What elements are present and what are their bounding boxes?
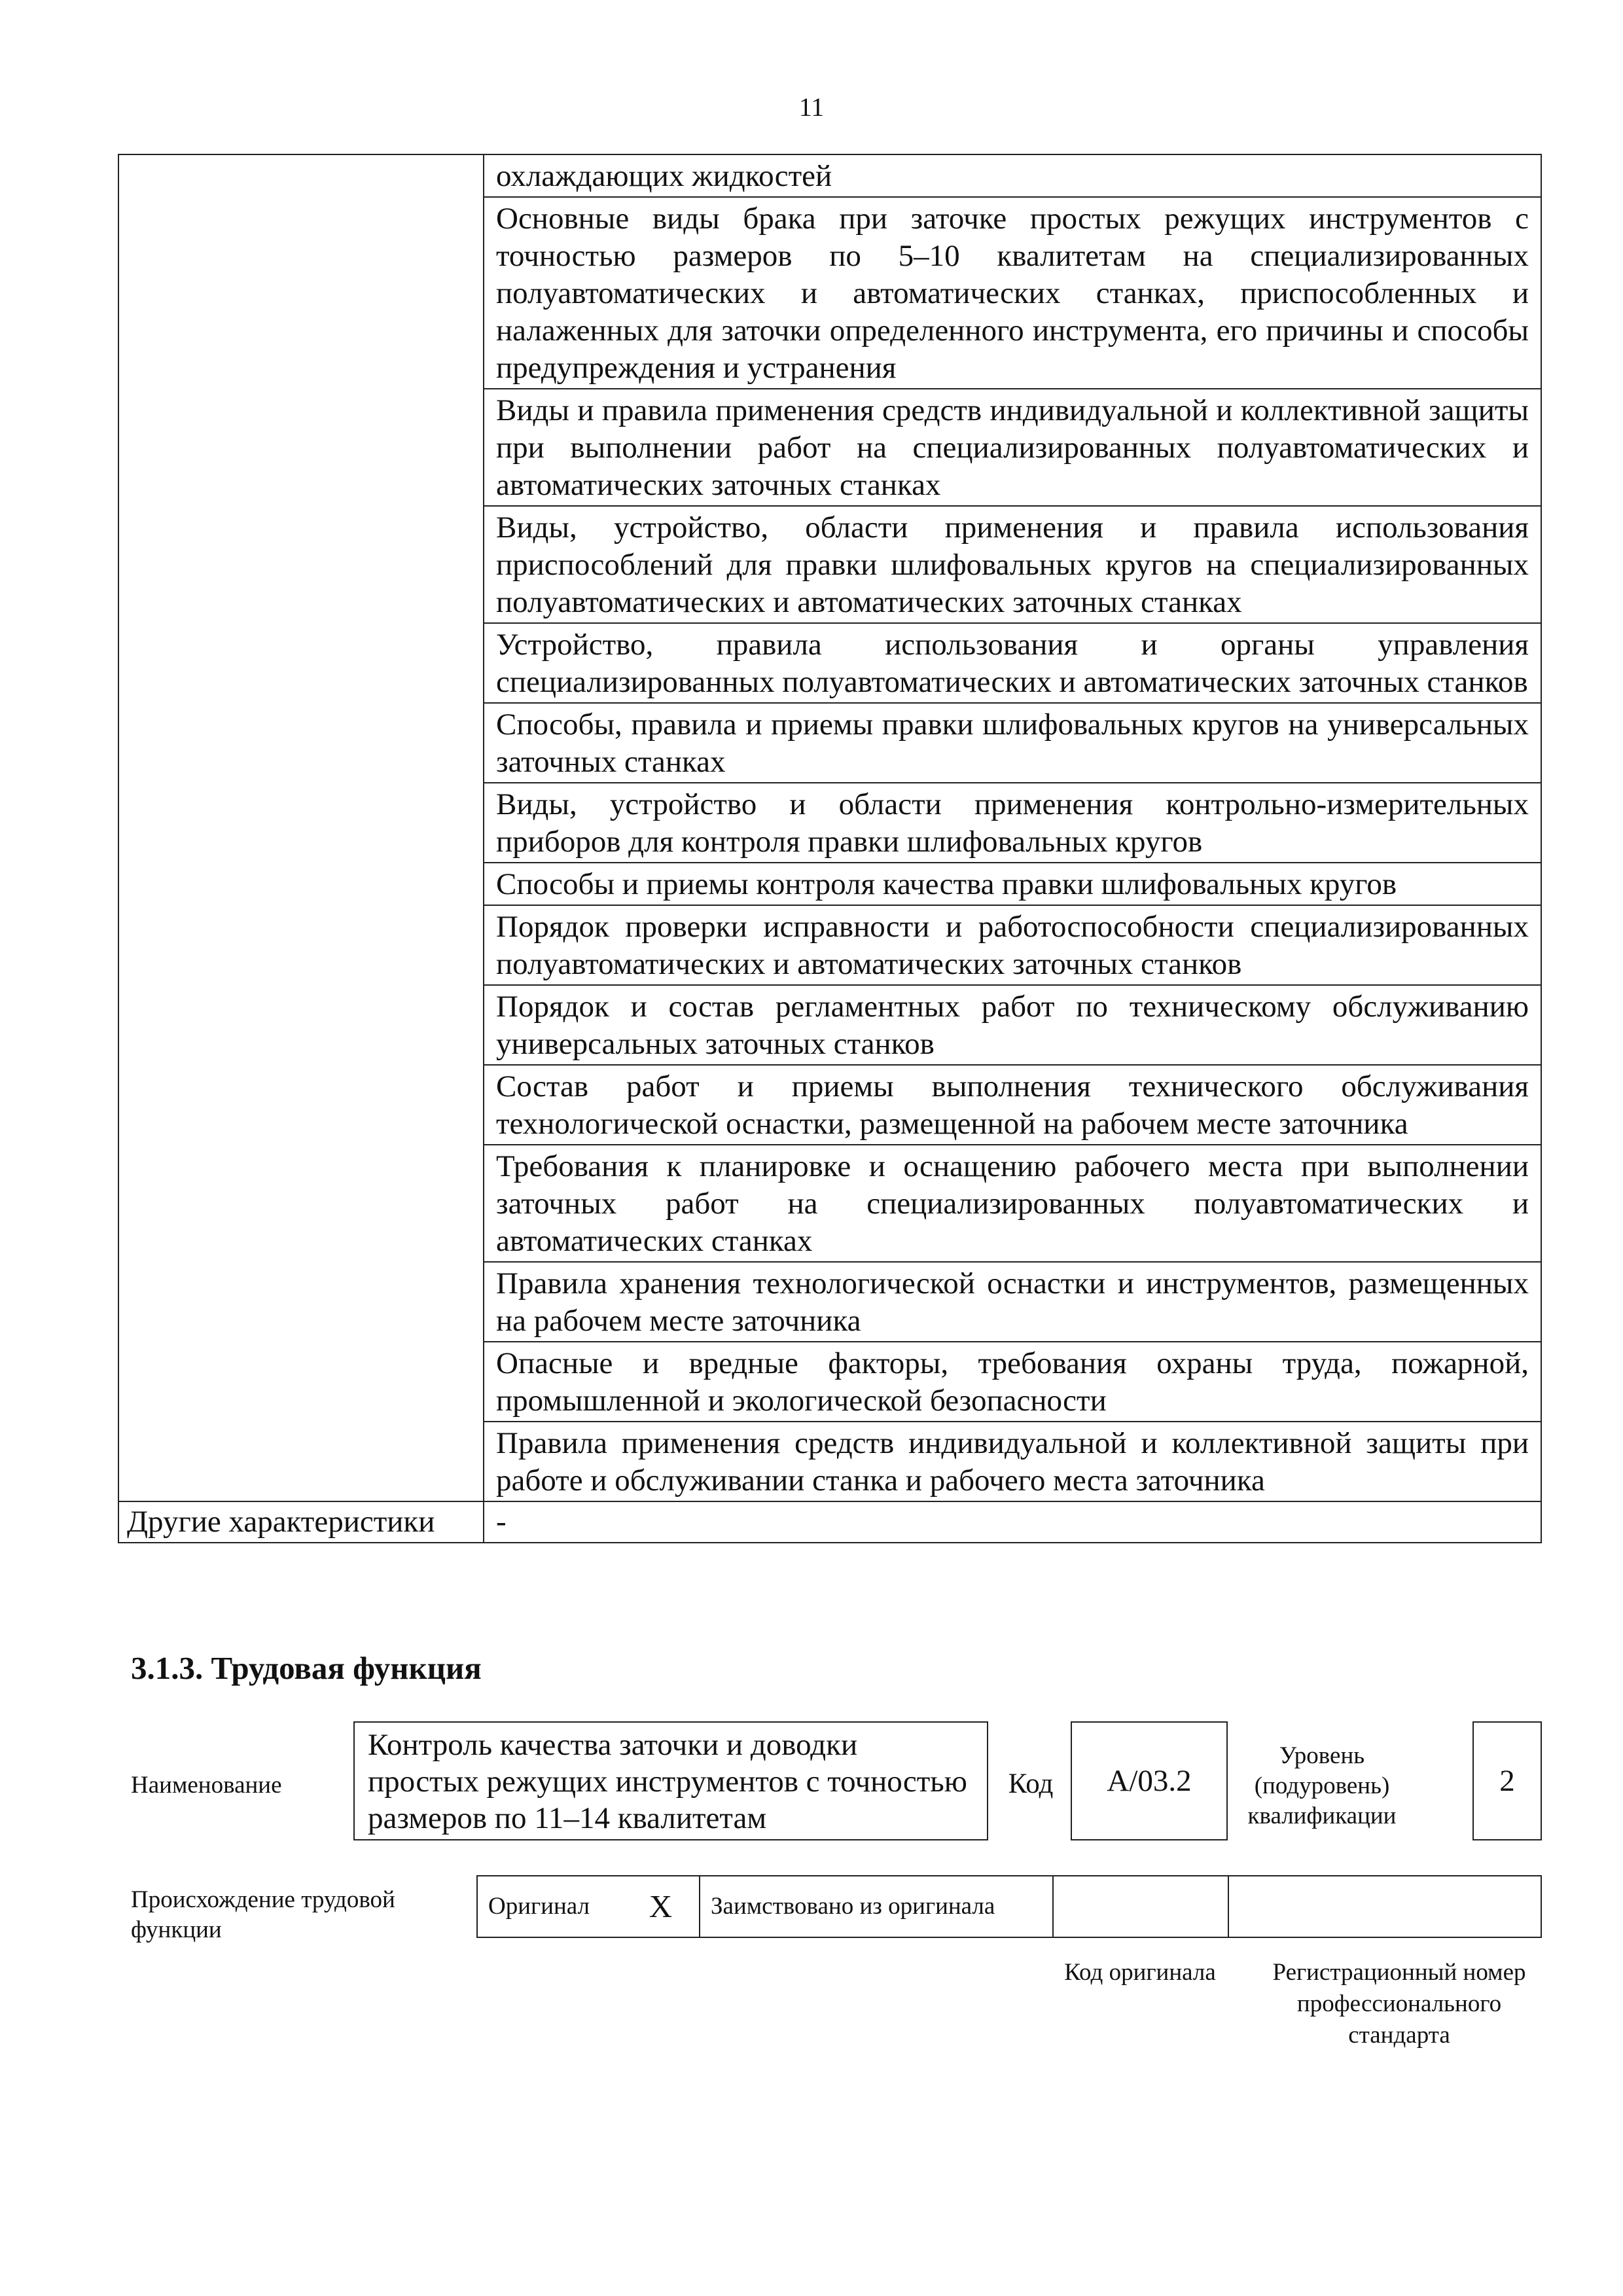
registration-caption: Регистрационный номер профессионального стандарта	[1272, 1959, 1526, 2049]
level-value-box	[1472, 1721, 1542, 1840]
function-code-value: А/03.2	[1107, 1764, 1192, 1798]
knowledge-item: Порядок и состав регламентных работ по техническому обслуживанию универсальных заточных станков	[484, 985, 1541, 1065]
original-label: Оригинал	[477, 1876, 622, 1937]
other-characteristics-value: -	[484, 1501, 1541, 1543]
knowledge-item: Требования к планировке и оснащению рабочего места при выполнении заточных работ на специализированных полуавтоматических и автоматических станках	[484, 1145, 1541, 1262]
code-caption: Код оригинала	[1064, 1959, 1216, 1986]
knowledge-item: Устройство, правила использования и органы управления специализированных полуавтоматических и автоматических заточных станков	[484, 623, 1541, 703]
knowledge-item: Способы, правила и приемы правки шлифовальных кругов на универсальных заточных станках	[484, 703, 1541, 783]
knowledge-table	[118, 154, 1542, 1543]
page-number: 11	[798, 92, 825, 122]
other-characteristics-row	[118, 1501, 1541, 1543]
knowledge-item: Способы и приемы контроля качества правки шлифовальных кругов	[484, 863, 1541, 905]
level-label: Уровень (подуровень) квалификации	[1247, 1742, 1397, 1829]
knowledge-item: Состав работ и приемы выполнения технического обслуживания технологической оснастки, размещенной на рабочем месте заточника	[484, 1065, 1541, 1145]
knowledge-item: Правила применения средств индивидуальной и коллективной защиты при работе и обслуживании станка и рабочего места заточника	[484, 1422, 1541, 1501]
knowledge-row	[118, 154, 1541, 197]
knowledge-item: Порядок проверки исправности и работоспособности специализированных полуавтоматических и автоматических заточных станков	[484, 905, 1541, 985]
function-code-box	[1071, 1721, 1228, 1840]
borrowed-label: Заимствовано из оригинала	[700, 1876, 1053, 1937]
knowledge-item: охлаждающих жидкостей	[484, 154, 1541, 197]
code-label: Код	[1008, 1768, 1054, 1799]
knowledge-item: Виды и правила применения средств индивидуальной и коллективной защиты при выполнении работ на специализированных полуавтоматических и автоматических заточных станках	[484, 389, 1541, 506]
name-label: Наименование	[131, 1772, 282, 1799]
original-code-cell	[1053, 1876, 1228, 1937]
level-value: 2	[1499, 1764, 1515, 1798]
origin-table	[476, 1875, 1542, 1938]
registration-number-cell	[1228, 1876, 1541, 1937]
origin-label: Происхождение трудовой функции	[131, 1886, 395, 1943]
knowledge-item: Опасные и вредные факторы, требования охраны труда, пожарной, промышленной и экологической безопасности	[484, 1342, 1541, 1422]
knowledge-item: Виды, устройство и области применения контрольно-измерительных приборов для контроля правки шлифовальных кругов	[484, 783, 1541, 863]
knowledge-item: Виды, устройство, области применения и правила использования приспособлений для правки шлифовальных кругов на специализированных полуавтоматических и автоматических заточных станках	[484, 506, 1541, 623]
section-heading: 3.1.3. Трудовая функция	[131, 1650, 482, 1686]
original-mark: X	[622, 1876, 700, 1937]
knowledge-label-cell	[118, 154, 484, 1501]
knowledge-item: Правила хранения технологической оснастки и инструментов, размещенных на рабочем месте заточника	[484, 1262, 1541, 1342]
other-characteristics-label: Другие характеристики	[118, 1501, 484, 1543]
knowledge-item: Основные виды брака при заточке простых режущих инструментов с точностью размеров по 5–10 квалитетам на специализированных полуавтоматических и автоматических станках, приспособленных и налаженных для заточки определенного инструмента, его причины и способы предупреждения и устранения	[484, 197, 1541, 389]
function-name-box: Контроль качества заточки и доводки простых режущих инструментов с точностью размеров по 11–14 квалитетам	[353, 1721, 988, 1840]
